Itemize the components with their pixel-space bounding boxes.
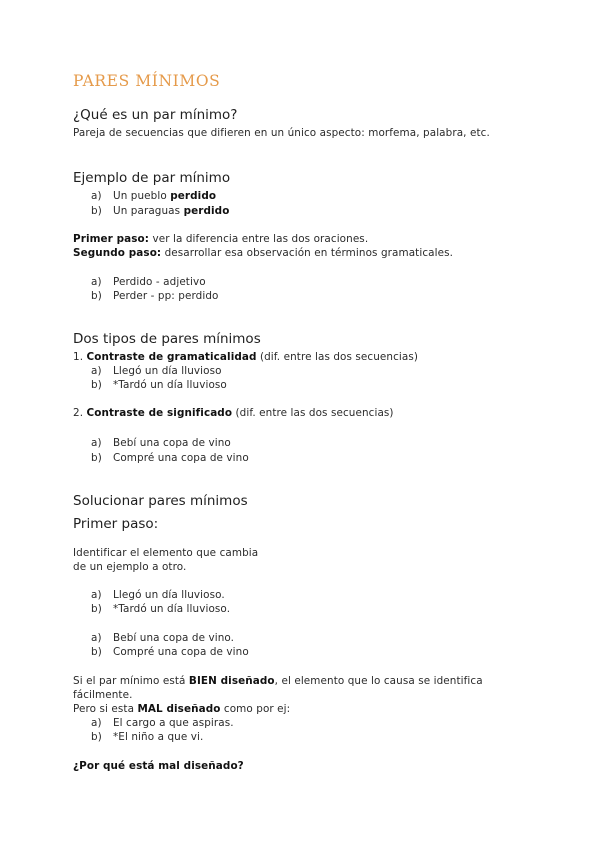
example-text: *Tardó un día lluvioso. (113, 603, 231, 615)
step-text: desarrollar esa observación en términos gramaticales. (161, 247, 453, 259)
list-marker: a) (91, 589, 102, 601)
list-marker: b) (91, 603, 102, 615)
bold-phrase: MAL diseñado (137, 703, 221, 715)
example-text: Compré una copa de vino (113, 646, 249, 658)
example-text: Compré una copa de vino (113, 452, 249, 464)
example-text: Llegó un día lluvioso. (113, 589, 225, 601)
paragraph-bien-disenado (73, 675, 483, 687)
step-two (73, 247, 453, 259)
list-item (91, 205, 229, 217)
section-heading-ejemplo: Ejemplo de par mínimo (73, 170, 231, 186)
list-item (91, 379, 227, 391)
list-marker: b) (91, 379, 102, 391)
list-item (91, 290, 219, 302)
step-one (73, 233, 368, 245)
type-label: Contraste de significado (86, 407, 233, 419)
list-item (91, 452, 249, 464)
page-title: PARES MÍNIMOS (73, 72, 221, 90)
example-text: Un paraguas (113, 205, 184, 217)
list-item (91, 632, 234, 644)
bold-word: perdido (170, 190, 217, 202)
type-note: (dif. entre las dos secuencias) (256, 351, 419, 363)
definition-text: Pareja de secuencias que difieren en un único aspecto: morfema, palabra, etc. (73, 127, 490, 139)
question-text: ¿Por qué está mal diseñado? (73, 760, 244, 772)
section-heading-que-es: ¿Qué es un par mínimo? (73, 107, 238, 123)
list-item (91, 603, 230, 615)
paragraph-mal-disenado (73, 703, 290, 715)
paragraph-line: de un ejemplo a otro. (73, 561, 187, 573)
type-two-line (73, 407, 394, 419)
step-label: Segundo paso: (73, 247, 162, 259)
type-one-line (73, 351, 418, 363)
bold-word: perdido (183, 205, 230, 217)
bold-phrase: BIEN diseñado (188, 675, 275, 687)
list-marker: a) (91, 276, 102, 288)
type-label: Contraste de gramaticalidad (86, 351, 257, 363)
example-text: Un pueblo (113, 190, 171, 202)
paragraph-line: Identificar el elemento que cambia (73, 547, 259, 559)
list-item (91, 731, 203, 743)
step-text: ver la diferencia entre las dos oraciones. (149, 233, 369, 245)
list-marker: a) (91, 632, 102, 644)
example-text: Bebí una copa de vino (113, 437, 231, 449)
list-marker: b) (91, 646, 102, 658)
list-marker: a) (91, 190, 102, 202)
list-marker: b) (91, 452, 102, 464)
list-item (91, 365, 222, 377)
list-marker: b) (91, 731, 102, 743)
step-label: Primer paso: (73, 233, 150, 245)
section-heading-dos-tipos: Dos tipos de pares mínimos (73, 331, 261, 347)
example-text: Llegó un día lluvioso (113, 365, 222, 377)
subheading-primer-paso: Primer paso: (73, 516, 159, 532)
list-marker: b) (91, 205, 102, 217)
example-text: Perder - pp: perdido (113, 290, 219, 302)
paragraph-text: como por ej: (220, 703, 291, 715)
list-marker: b) (91, 290, 102, 302)
example-text: *Tardó un día lluvioso (113, 379, 227, 391)
example-text: El cargo a que aspiras. (113, 717, 234, 729)
paragraph-text: Pero si esta (73, 703, 138, 715)
list-item (91, 589, 225, 601)
list-item (91, 646, 249, 658)
list-item (91, 276, 206, 288)
example-text: *El niño a que vi. (113, 731, 204, 743)
list-item (91, 717, 234, 729)
example-text: Bebí una copa de vino. (113, 632, 235, 644)
list-marker: a) (91, 717, 102, 729)
section-heading-solucionar: Solucionar pares mínimos (73, 493, 248, 509)
list-marker: a) (91, 437, 102, 449)
list-marker: a) (91, 365, 102, 377)
paragraph-line: fácilmente. (73, 689, 133, 701)
example-text: Perdido - adjetivo (113, 276, 206, 288)
paragraph-text: Si el par mínimo está (73, 675, 189, 687)
type-note: (dif. entre las dos secuencias) (232, 407, 394, 419)
type-number: 1. (73, 351, 87, 363)
list-item (91, 190, 216, 202)
list-item (91, 437, 231, 449)
paragraph-text: , el elemento que lo causa se identifica (274, 675, 483, 687)
type-number: 2. (73, 407, 87, 419)
